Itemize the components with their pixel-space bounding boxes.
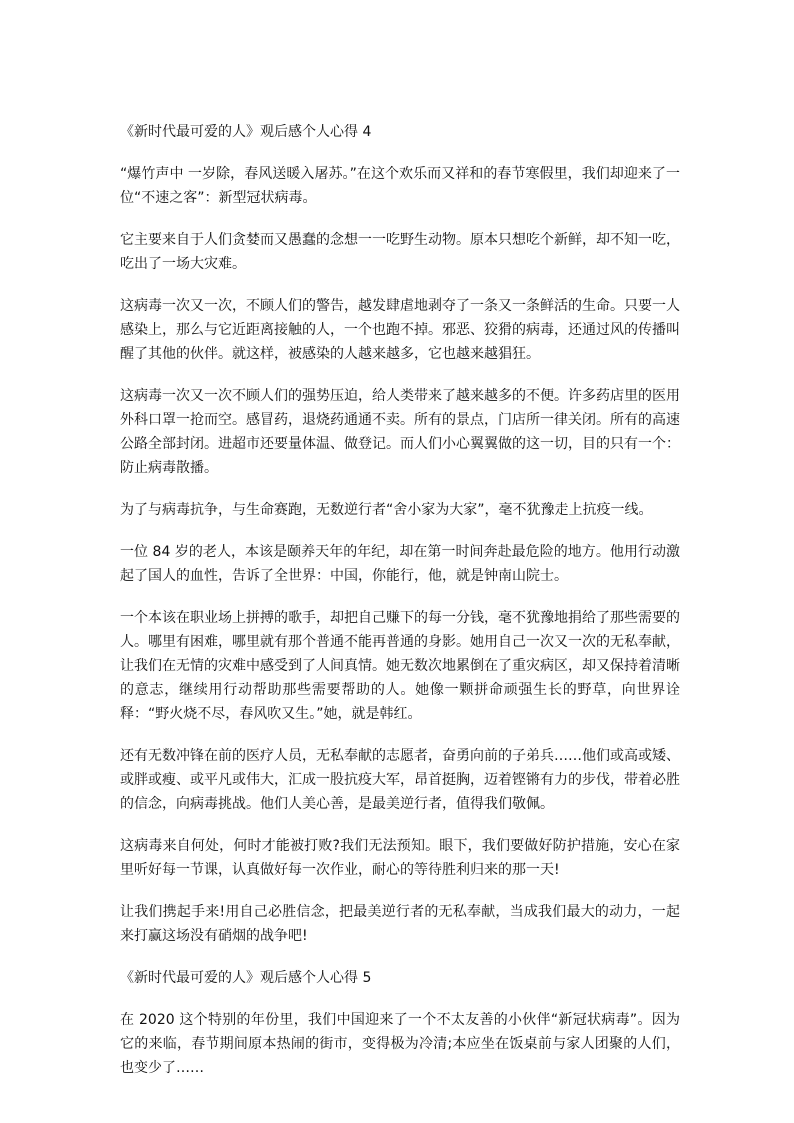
paragraph: 让我们携起手来!用自己必胜信念，把最美逆行者的无私奉献，当成我们最大的动力，一起来打赢这场没有硝烟的战争吧!	[120, 904, 680, 944]
paragraph: 它主要来自于人们贪婪而又愚蠢的念想一一吃野生动物。原本只想吃个新鲜，却不知一吃，吃出了一场大灾难。	[120, 232, 680, 272]
paragraph: 在 2020 这个特别的年份里，我们中国迎来了一个不太友善的小伙伴“新冠状病毒”。因为它的来临，春节期间原本热闹的街市，变得极为冷清;本应坐在饭桌前与家人团聚的人们，也变少了……	[120, 1012, 680, 1076]
essay-heading-4: 《新时代最可爱的人》观后感个人心得 4	[120, 124, 372, 140]
document-page	[120, 120, 680, 1098]
paragraph: 这病毒来自何处，何时才能被打败?我们无法预知。眼下，我们要做好防护措施，安心在家里听好每一节课，认真做好每一次作业，耐心的等待胜利归来的那一天!	[120, 838, 680, 878]
paragraph: “爆竹声中 一岁除，春风送暖入屠苏。”在这个欢乐而又祥和的春节寒假里，我们却迎来了一位“不速之客”：新型冠状病毒。	[120, 166, 680, 206]
essay-heading-5: 《新时代最可爱的人》观后感个人心得 5	[120, 970, 372, 986]
paragraph: 为了与病毒抗争，与生命赛跑，无数逆行者“舍小家为大家”，毫不犹豫走上抗疫一线。	[120, 502, 653, 518]
paragraph: 这病毒一次又一次不顾人们的强势压迫，给人类带来了越来越多的不便。许多药店里的医用外科口罩一抢而空。感冒药，退烧药通通不卖。所有的景点，门店所一律关闭。所有的高速公路全部封闭。进超市还要量体温、做登记。而人们小心翼翼做的这一切，目的只有一个：防止病毒散播。	[120, 388, 680, 476]
paragraph: 一个本该在职业场上拼搏的歌手，却把自己赚下的每一分钱，毫不犹豫地捐给了那些需要的人。哪里有困难，哪里就有那个普通不能再普通的身影。她用自己一次又一次的无私奉献，让我们在无情的灾难中感受到了人间真情。她无数次地累倒在了重灾病区，却又保持着清晰的意志，继续用行动帮助那些需要帮助的人。她像一颗拼命顽强生长的野草，向世界诠释：“野火烧不尽，春风吹又生。”她，就是韩红。	[120, 610, 680, 722]
paragraph: 这病毒一次又一次，不顾人们的警告，越发肆虐地剥夺了一条又一条鲜活的生命。只要一人感染上，那么与它近距离接触的人，一个也跑不掉。邪恶、狡猾的病毒，还通过风的传播叫醒了其他的伙伴。就这样，被感染的人越来越多，它也越来越猖狂。	[120, 298, 680, 362]
paragraph: 还有无数冲锋在前的医疗人员，无私奉献的志愿者，奋勇向前的子弟兵……他们或高或矮、或胖或瘦、或平凡或伟大，汇成一股抗疫大军，昂首挺胸，迈着铿锵有力的步伐，带着必胜的信念，向病毒挑战。他们人美心善，是最美逆行者，值得我们敬佩。	[120, 748, 680, 812]
paragraph: 一位 84 岁的老人，本该是颐养天年的年纪，却在第一时间奔赴最危险的地方。他用行动激起了国人的血性，告诉了全世界：中国，你能行，他，就是钟南山院士。	[120, 544, 680, 584]
